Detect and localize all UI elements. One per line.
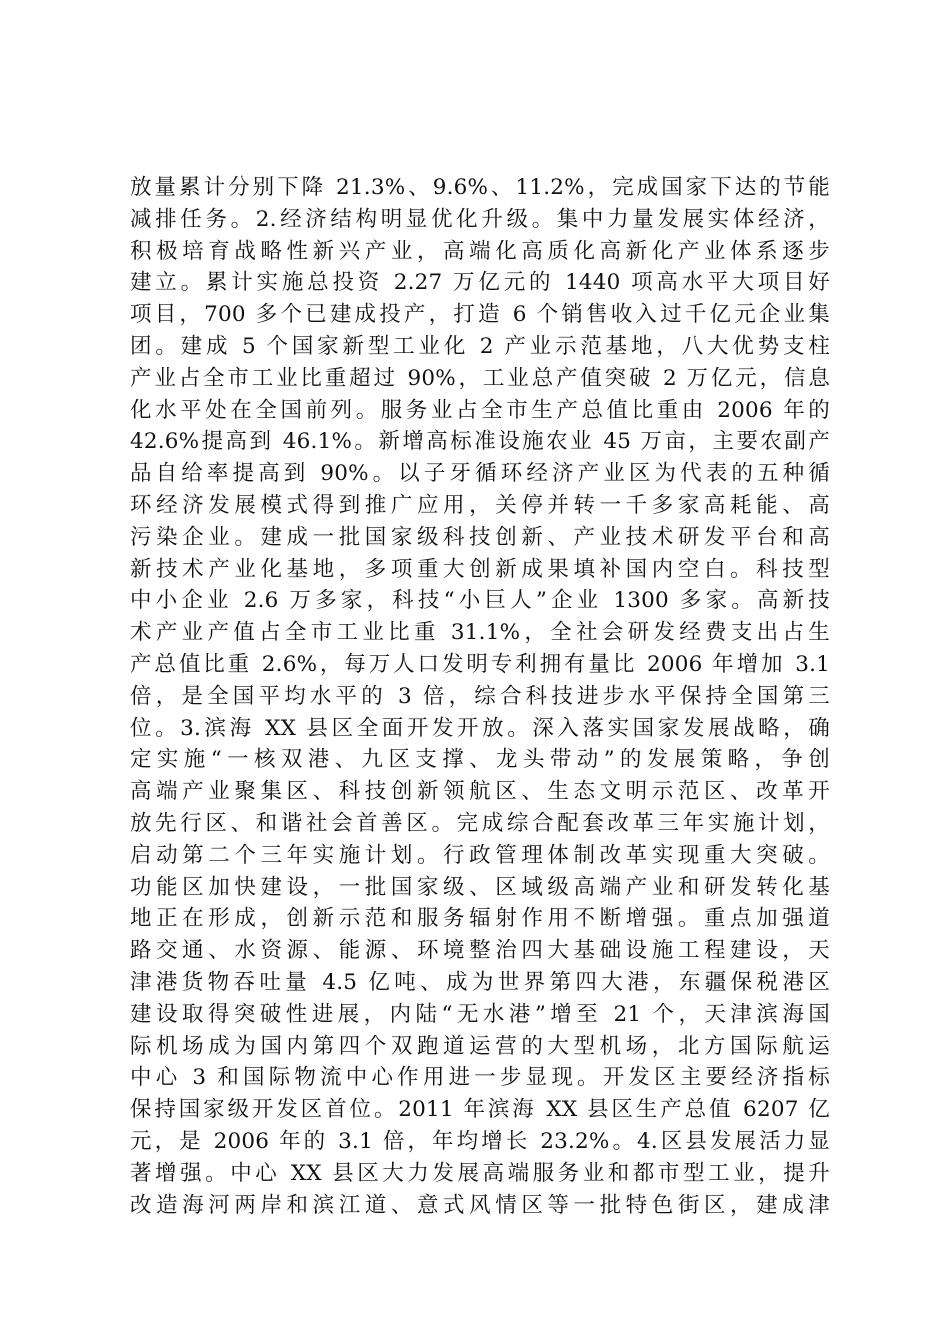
text-line-7: 产业占全市工业比重超过 90%，工业总产值突破 2 万亿元，信息: [130, 365, 830, 391]
text-line-29: 中心 3 和国际物流中心作用进一步显现。开发区主要经济指标: [130, 1065, 830, 1091]
text-line-13: 新技术产业化基地，多项重大创新成果填补国内空白。科技型: [130, 556, 830, 582]
text-line-25: 路交通、水资源、能源、环境整治四大基础设施工程建设，天: [130, 938, 830, 964]
text-line-26: 津港货物吞吐量 4.5 亿吨、成为世界第四大港，东疆保税港区: [130, 969, 830, 995]
text-line-20: 高端产业聚集区、科技创新领航区、生态文明示范区、改革开: [130, 779, 830, 805]
text-line-27: 建设取得突破性进展，内陆“无水港”增至 21 个，天津滨海国: [130, 1001, 830, 1027]
text-line-6: 团。建成 5 个国家新型工业化 2 产业示范基地，八大优势支柱: [130, 333, 830, 359]
text-line-31: 元，是 2006 年的 3.1 倍，年均增长 23.2%。4.区县发展活力显: [130, 1128, 830, 1154]
text-line-8: 化水平处在全国前列。服务业占全市生产总值比重由 2006 年的: [130, 397, 830, 423]
text-line-9: 42.6%提高到 46.1%。新增高标准设施农业 45 万亩，主要农副产: [130, 429, 830, 455]
text-line-28: 际机场成为国内第四个双跑道运营的大型机场，北方国际航运: [130, 1033, 830, 1059]
text-line-24: 地正在形成，创新示范和服务辐射作用不断增强。重点加强道: [130, 906, 830, 932]
text-line-32: 著增强。中心 XX 县区大力发展高端服务业和都市型工业，提升: [130, 1160, 830, 1186]
text-line-23: 功能区加快建设，一批国家级、区域级高端产业和研发转化基: [130, 874, 830, 900]
text-line-2: 减排任务。2.经济结构明显优化升级。集中力量发展实体经济，: [130, 206, 830, 232]
text-line-11: 环经济发展模式得到推广应用，关停并转一千多家高耗能、高: [130, 492, 830, 518]
text-line-15: 术产业产值占全市工业比重 31.1%，全社会研发经费支出占生: [130, 620, 830, 646]
text-line-12: 污染企业。建成一批国家级科技创新、产业技术研发平台和高: [130, 524, 830, 550]
text-line-16: 产总值比重 2.6%，每万人口发明专利拥有量比 2006 年增加 3.1: [130, 651, 830, 677]
text-line-33: 改造海河两岸和滨江道、意式风情区等一批特色街区，建成津: [130, 1192, 830, 1218]
text-line-30: 保持国家级开发区首位。2011 年滨海 XX 县区生产总值 6207 亿: [130, 1097, 830, 1123]
text-line-5: 项目，700 多个已建成投产，打造 6 个销售收入过千亿元企业集: [130, 302, 830, 328]
text-line-3: 积极培育战略性新兴产业，高端化高质化高新化产业体系逐步: [130, 238, 830, 264]
text-line-19: 定实施“一核双港、九区支撑、龙头带动”的发展策略，争创: [130, 747, 830, 773]
body-text: [130, 172, 830, 1221]
text-line-18: 位。3.滨海 XX 县区全面开发开放。深入落实国家发展战略，确: [130, 715, 830, 741]
text-line-22: 启动第二个三年实施计划。行政管理体制改革实现重大突破。: [130, 842, 830, 868]
text-line-1: 放量累计分别下降 21.3%、9.6%、11.2%，完成国家下达的节能: [130, 175, 830, 200]
text-line-21: 放先行区、和谐社会首善区。完成综合配套改革三年实施计划，: [130, 810, 830, 836]
text-line-4: 建立。累计实施总投资 2.27 万亿元的 1440 项高水平大项目好: [130, 270, 830, 296]
text-line-14: 中小企业 2.6 万多家，科技“小巨人”企业 1300 多家。高新技: [130, 588, 830, 614]
text-line-10: 品自给率提高到 90%。以子牙循环经济产业区为代表的五种循: [130, 461, 830, 487]
text-line-17: 倍，是全国平均水平的 3 倍，综合科技进步水平保持全国第三: [130, 683, 830, 709]
